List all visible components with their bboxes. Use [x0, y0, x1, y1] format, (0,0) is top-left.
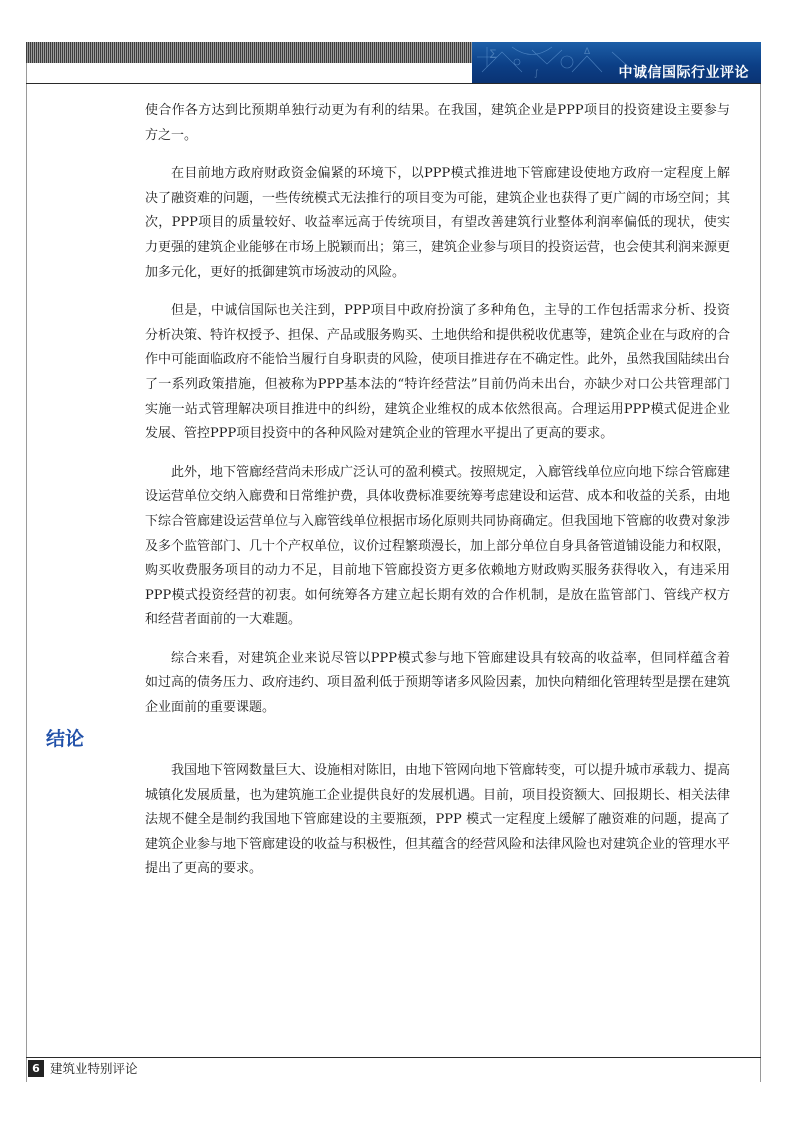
header-banner — [472, 42, 761, 84]
header-stripe — [26, 42, 472, 63]
header-deco-glyph: ∫ — [534, 69, 539, 79]
page-frame-right — [760, 42, 761, 1082]
body-paragraph: 使合作各方达到比预期单独行动更为有利的结果。在我国，建筑企业是PPP项目的投资建设主要参与方之一。 — [145, 103, 730, 143]
conclusion-paragraph: 我国地下管网数量巨大、设施相对陈旧，由地下管网向地下管廊转变，可以提升城市承载力、提高城镇化发展质量，也为建筑施工企业提供良好的发展机遇。目前，项目投资额大、回报期长、相关法律法规不健全是制约我国地下管廊建设的主要瓶颈，PPP 模式一定程度上缓解了融资难的问题，提高了建筑企业参与地下管廊建设的收益与积极性，但其蕴含的经营风险和法律风险也对建筑企业的管理水平提出了更高的要求。 — [145, 763, 731, 877]
footer-divider — [26, 1057, 761, 1058]
header-deco-glyph: ∑ — [490, 49, 497, 59]
page-frame-left — [26, 42, 27, 1082]
header-title: 中诚信国际行业评论 — [618, 65, 749, 81]
body-text — [145, 99, 730, 735]
header-deco-glyph: Δ — [584, 47, 591, 57]
page-number: 6 — [28, 1060, 44, 1077]
body-paragraph: 但是，中诚信国际也关注到，PPP项目中政府扮演了多种角色，主导的工作包括需求分析、投资分析决策、特许权授予、担保、产品或服务购买、土地供给和提供税收优惠等，建筑企业在与政府的合作中可能面临政府不能恰当履行自身职责的风险，使项目推进存在不确定性。此外，虽然我国陆续出台了一系列政策措施，但被称为PPP基本法的“特许经营法”目前仍尚未出台，亦缺少对口公共管理部门实施一站式管理解决项目推进中的纠纷，建筑企业维权的成本依然很高。合理运用PPP模式促进企业发展、管控PPP项目投资中的各种风险对建筑企业的管理水平提出了更高的要求。 — [145, 303, 731, 442]
section-heading-conclusion: 结论 — [46, 728, 85, 750]
body-paragraph: 综合来看，对建筑企业来说尽管以PPP模式参与地下管廊建设具有较高的收益率，但同样蕴含着如过高的债务压力、政府违约、项目盈利低于预期等诸多风险因素，加快向精细化管理转型是摆在建筑企业面前的重要课题。 — [145, 650, 731, 716]
conclusion-text — [145, 759, 730, 896]
body-paragraph: 在目前地方政府财政资金偏紧的环境下，以PPP模式推进地下管廊建设使地方政府一定程度上解决了融资难的问题，一些传统模式无法推行的项目变为可能，建筑企业也获得了更广阔的市场空间；其次，PPP项目的质量较好、收益率远高于传统项目，有望改善建筑行业整体利润率偏低的现状，使实力更强的建筑企业能够在市场上脱颖而出；第三，建筑企业参与项目的投资运营，也会使其利润来源更加多元化，更好的抵御建筑市场波动的风险。 — [145, 166, 731, 280]
footer-title: 建筑业特别评论 — [50, 1061, 138, 1076]
header-divider — [26, 83, 761, 84]
body-paragraph: 此外，地下管廊经营尚未形成广泛认可的盈利模式。按照规定，入廊管线单位应向地下综合管廊建设运营单位交纳入廊费和日常维护费，具体收费标准要统筹考虑建设和运营、成本和收益的关系，由地下综合管廊建设运营单位与入廊管线单位根据市场化原则共同协商确定。但我国地下管廊的收费对象涉及多个监管部门、几十个产权单位，议价过程繁琐漫长，加上部分单位自身具备管道铺设能力和权限，购买收费服务项目的动力不足，目前地下管廊投资方更多依赖地方财政购买服务获得收入，有违采用PPP模式投资经营的初衷。如何统筹各方建立起长期有效的合作机制，是放在监管部门、管线产权方和经营者面前的一大难题。 — [145, 464, 731, 628]
